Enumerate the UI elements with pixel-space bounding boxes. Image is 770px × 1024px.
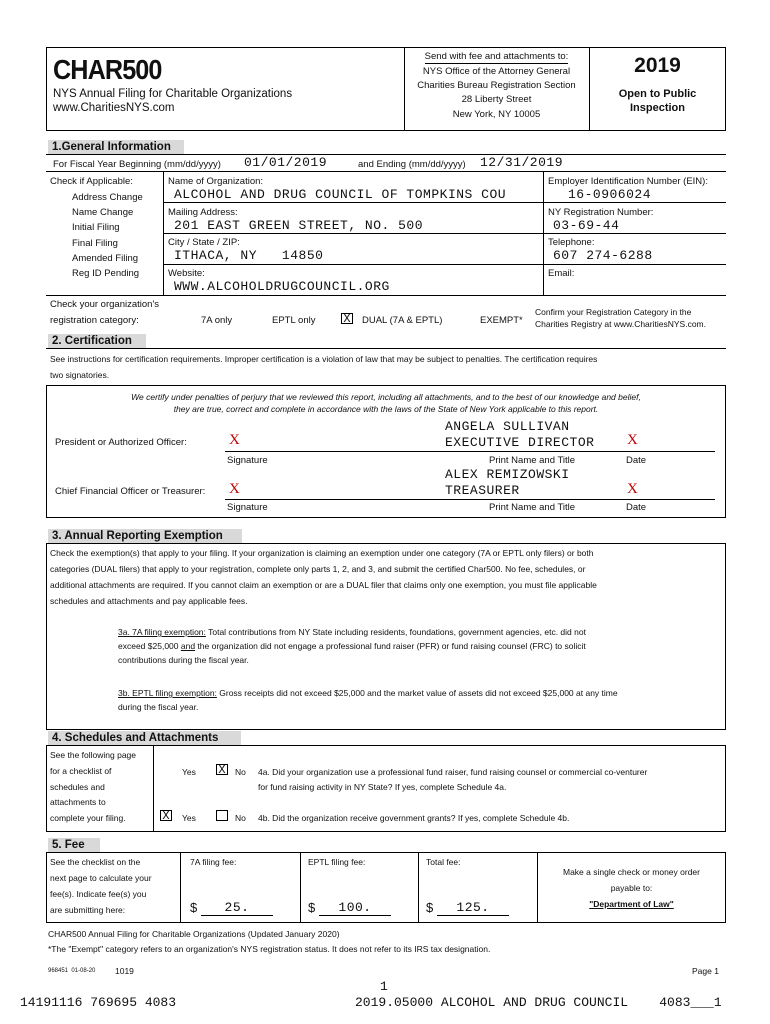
- ny-registration-value[interactable]: 03-69-44: [553, 218, 620, 233]
- website-label: Website:: [168, 268, 205, 279]
- city-state-zip-value[interactable]: ITHACA, NY 14850: [174, 248, 324, 263]
- question-4a: for fund raising activity in NY State? If yes, complete Schedule 4a.: [258, 782, 507, 792]
- schedules-instructions: attachments to: [50, 797, 106, 807]
- registration-category-label: Check your organization's: [50, 299, 160, 310]
- q4a-yes-label: Yes: [182, 767, 196, 777]
- fee-instructions: next page to calculate your: [50, 873, 152, 883]
- mailing-address-label: Mailing Address:: [168, 207, 238, 218]
- fee-instructions: are submitting here:: [50, 905, 126, 915]
- certification-instructions: two signatories.: [50, 370, 110, 380]
- signature-caption: Signature: [227, 455, 268, 466]
- inspection-label: Inspection: [629, 102, 685, 114]
- president-title[interactable]: EXECUTIVE DIRECTOR: [445, 435, 595, 450]
- q4b-yes-label: Yes: [182, 813, 196, 823]
- signature-caption: Signature: [227, 502, 268, 513]
- cfo-signature[interactable]: X: [229, 481, 240, 497]
- exemption-instructions: categories (DUAL filers) that apply to your registration, complete only parts 1, 2, and 3, and submit the certified Char500. No fee, schedules, or: [50, 564, 586, 574]
- category-dual-option[interactable]: DUAL (7A & EPTL): [362, 315, 443, 326]
- address-change-option[interactable]: Address Change: [72, 192, 143, 203]
- form-website: www.CharitiesNYS.com: [53, 102, 175, 114]
- email-label: Email:: [548, 268, 575, 279]
- filing-year: 2019: [634, 54, 681, 77]
- fee-instructions: fee(s). Indicate fee(s) you: [50, 889, 147, 899]
- cfo-name[interactable]: ALEX REMIZOWSKI: [445, 467, 570, 482]
- category-exempt-option[interactable]: EXEMPT*: [480, 315, 523, 326]
- print-name-caption: Print Name and Title: [489, 502, 576, 513]
- payable-to: "Department of Law": [589, 899, 674, 909]
- fee-total-currency: $: [426, 900, 434, 915]
- q4b-no-checkbox[interactable]: [216, 810, 228, 821]
- section-3-heading: 3. Annual Reporting Exemption: [48, 529, 242, 543]
- fee-eptl-label: EPTL filing fee:: [308, 857, 366, 867]
- date-caption: Date: [626, 455, 647, 466]
- ein-label: Employer Identification Number (EIN):: [548, 176, 708, 187]
- city-state-zip-label: City / State / ZIP:: [168, 237, 240, 248]
- category-7a-option[interactable]: 7A only: [201, 315, 233, 326]
- fiscal-year-begin-value[interactable]: 01/01/2019: [244, 155, 328, 170]
- form-title: CHAR500: [53, 54, 162, 85]
- exemption-instructions: schedules and attachments and pay applicable fees.: [50, 596, 248, 606]
- fee-7a-value[interactable]: 25.: [201, 900, 273, 916]
- exemption-3a: exceed $25,000 and the organization did not engage a professional fund raiser (PFR) or fund raising counsel (FRC) to solicit: [118, 641, 586, 651]
- footer-code: 968451 01-08-20: [48, 968, 96, 974]
- exemption-3b[interactable]: 3b. EPTL filing exemption: Gross receipts did not exceed $25,000 and the market value of assets did not exceed $25,000 at any time: [118, 688, 618, 698]
- confirm-category-note: Confirm your Registration Category in the: [535, 307, 692, 317]
- exemption-3b: during the fiscal year.: [118, 702, 199, 712]
- president-date[interactable]: X: [627, 432, 638, 448]
- president-name[interactable]: ANGELA SULLIVAN: [445, 419, 570, 434]
- q4a-no-label: No: [235, 767, 246, 777]
- schedules-instructions: schedules and: [50, 782, 105, 792]
- fee-total-value[interactable]: 125.: [437, 900, 509, 916]
- cfo-date[interactable]: X: [627, 481, 638, 497]
- telephone-value[interactable]: 607 274-6288: [553, 248, 653, 263]
- final-filing-option[interactable]: Final Filing: [72, 238, 118, 249]
- telephone-label: Telephone:: [548, 237, 595, 248]
- footer-exempt-note: *The "Exempt" category refers to an organization's NYS registration status. It does not refer to its IRS tax designation.: [48, 944, 491, 954]
- website-value[interactable]: WWW.ALCOHOLDRUGCOUNCIL.ORG: [174, 279, 390, 294]
- registration-category-label: registration category:: [50, 315, 139, 326]
- send-to-heading: Send with fee and attachments to:: [424, 51, 569, 62]
- president-label: President or Authorized Officer:: [55, 437, 187, 448]
- q4b-yes-checkbox[interactable]: X: [160, 810, 172, 821]
- send-to-line: Charities Bureau Registration Section: [417, 80, 576, 91]
- initial-filing-option[interactable]: Initial Filing: [72, 222, 120, 233]
- page-label: Page 1: [692, 966, 719, 976]
- reg-id-pending-option[interactable]: Reg ID Pending: [72, 268, 140, 279]
- fiscal-year-begin-label: For Fiscal Year Beginning (mm/dd/yyyy): [53, 159, 221, 170]
- page-number: 1: [380, 979, 388, 994]
- exemption-3a: contributions during the fiscal year.: [118, 655, 249, 665]
- cfo-label: Chief Financial Officer or Treasurer:: [55, 486, 206, 497]
- certification-instructions: See instructions for certification requirements. Improper certification is a violation of law that may be subject to penalties. The certification requires: [50, 354, 598, 364]
- fee-7a-currency: $: [190, 900, 198, 915]
- check-applicable-label: Check if Applicable:: [50, 176, 133, 187]
- mailing-address-value[interactable]: 201 EAST GREEN STREET, NO. 500: [174, 218, 424, 233]
- name-change-option[interactable]: Name Change: [72, 207, 134, 218]
- schedules-instructions: for a checklist of: [50, 766, 112, 776]
- fee-instructions: See the checklist on the: [50, 857, 141, 867]
- amended-filing-option[interactable]: Amended Filing: [72, 253, 139, 264]
- ny-registration-label: NY Registration Number:: [548, 207, 654, 218]
- fee-eptl-currency: $: [308, 900, 316, 915]
- org-name-value[interactable]: ALCOHOL AND DRUG COUNCIL OF TOMPKINS COU: [174, 187, 507, 202]
- ein-value[interactable]: 16-0906024: [568, 187, 652, 202]
- q4b-no-label: No: [235, 813, 246, 823]
- cfo-title[interactable]: TREASURER: [445, 483, 520, 498]
- certification-statement: We certify under penalties of perjury that we reviewed this report, including all attachments, and to the best of our knowledge and belief,: [131, 392, 641, 402]
- exemption-instructions: additional attachments are required. If you cannot claim an exemption or are a DUAL filer that claims only one exemption, you must file applicable: [50, 580, 597, 590]
- send-to-line: NYS Office of the Attorney General: [422, 66, 571, 77]
- q4a-no-checkbox[interactable]: X: [216, 764, 228, 775]
- payment-instructions: payable to:: [610, 883, 653, 893]
- exemption-3a[interactable]: 3a. 7A filing exemption: Total contributions from NY State including residents, foundations, government agencies, etc. did not: [118, 627, 586, 637]
- fee-total-label: Total fee:: [426, 857, 461, 867]
- schedules-instructions: See the following page: [50, 750, 137, 760]
- form-subtitle: NYS Annual Filing for Charitable Organizations: [53, 88, 293, 100]
- footer-code-2: 1019: [115, 966, 134, 976]
- section-4-heading: 4. Schedules and Attachments: [48, 731, 241, 745]
- org-name-label: Name of Organization:: [168, 176, 264, 187]
- fiscal-year-end-label: and Ending (mm/dd/yyyy): [358, 159, 466, 170]
- payment-instructions: Make a single check or money order: [562, 867, 700, 877]
- exemption-instructions: Check the exemption(s) that apply to your filing. If your organization is claiming an exemption under one category (7A or EPTL only filers) or both: [50, 548, 594, 558]
- fee-eptl-value[interactable]: 100.: [319, 900, 391, 916]
- send-to-line: 28 Liberty Street: [461, 94, 532, 105]
- category-dual-checkbox[interactable]: X: [341, 313, 353, 324]
- certification-statement: they are true, correct and complete in accordance with the laws of the State of New York applicable to this report.: [173, 404, 599, 414]
- print-name-caption: Print Name and Title: [489, 455, 576, 466]
- bottom-right-id: 2019.05000 ALCOHOL AND DRUG COUNCIL 4083___1: [355, 995, 722, 1010]
- question-4b: 4b. Did the organization receive government grants? If yes, complete Schedule 4b.: [258, 813, 570, 823]
- section-5-heading: 5. Fee: [48, 838, 100, 852]
- date-caption: Date: [626, 502, 647, 513]
- president-signature[interactable]: X: [229, 432, 240, 448]
- section-1-heading: 1.General Information: [48, 140, 184, 154]
- schedules-instructions: complete your filing.: [50, 813, 126, 823]
- category-eptl-option[interactable]: EPTL only: [272, 315, 316, 326]
- question-4a: 4a. Did your organization use a professional fund raiser, fund raising counsel or commercial co-venturer: [258, 767, 648, 777]
- open-to-public: Open to Public: [618, 88, 697, 100]
- section-2-heading: 2. Certification: [48, 334, 146, 348]
- footer-form-version: CHAR500 Annual Filing for Charitable Organizations (Updated January 2020): [48, 929, 340, 939]
- confirm-category-note: Charities Registry at www.CharitiesNYS.com.: [535, 319, 706, 329]
- bottom-left-id: 14191116 769695 4083: [20, 995, 177, 1010]
- fee-7a-label: 7A filing fee:: [190, 857, 237, 867]
- fiscal-year-end-value[interactable]: 12/31/2019: [480, 155, 564, 170]
- send-to-line: New York, NY 10005: [452, 109, 541, 120]
